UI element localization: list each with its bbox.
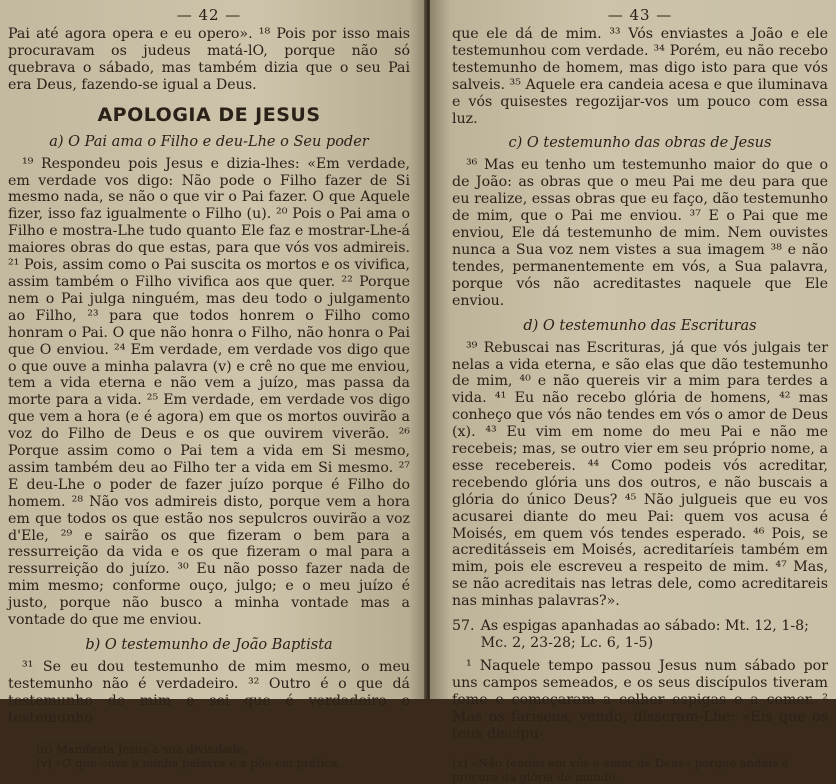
subheading-d: d) O testemunho das Escrituras [523, 317, 757, 334]
intro-paragraph: Pai até agora opera e eu opero». ¹⁸ Pois por isso mais procuravam os judeus matá-lO, porque não só quebrava o sábado, mas também dizia que o seu Pai era Deus, fazendo-se igual a Deus. [8, 26, 410, 93]
footnote-x: (x) «Não tendes em vós o amor de Deus» porque andais à procura da glória do mundo. [452, 756, 789, 784]
paragraph-b: ³¹ Se eu dou testemunho de mim mesmo, o meu testemunho não é verdadeiro. ³² Outro é o que dá testemunho de mim e sei que é verdadeiro o testemunho [8, 659, 410, 726]
section-title: APOLOGIA DE JESUS [97, 103, 321, 126]
subheading-c: c) O testemunho das obras de Jesus [508, 135, 772, 152]
subheading-b: b) O testemunho de João Baptista [85, 637, 333, 653]
paragraph-top: que ele dá de mim. ³³ Vós enviastes a João e ele testemunhou com verdade. ³⁴ Porém, eu não recebo testemunho de homem, mas digo isto para que vós salveis. ³⁵ Aquele era candeia acesa e que iluminava e vós quisestes regozijar-vos um pouco com essa luz. [452, 26, 828, 127]
footnote-v: (v) «O que ouve a minha palavra e a põe em prática. [36, 755, 342, 770]
right-page [430, 0, 836, 784]
page-number: — 43 — [607, 6, 673, 24]
paragraph-57: ¹ Naquele tempo passou Jesus num sábado por uns campos semeados, e os seus discípulos tiveram fome e começaram a colher espigas e a comer. ² Mas os fariseus, vendo, disseram-Lhe: «Eis que os teus discípu- [452, 657, 828, 742]
paragraph-c: ³⁶ Mas eu tenho um testemunho maior do que o de João: as obras que o meu Pai me deu para que eu realize, essas obras que eu faço, dão testemunho de mim, que o Pai me enviou. ³⁷ E o Pai que me enviou, Ele dá testemunho de mim. Nem ouvistes nunca a Sua voz nem vistes a sua imagem ³⁸ e não tendes, permanentemente em vós, a Sua palavra, porque vós não acreditastes naquele que Ele enviou. [452, 157, 828, 309]
footnote-u: (u) Manifesta Jesus a sua divindade. [36, 741, 248, 756]
footnote-rule [36, 737, 156, 738]
section-57-title: As espigas apanhadas ao sábado: Mt. 12, 1-8; Mc. 2, 23-28; Lc. 6, 1-5) [480, 618, 809, 651]
section-57-number: 57. [452, 618, 475, 635]
paragraph-a: ¹⁹ Respondeu pois Jesus e dizia-lhes: «Em verdade, em verdade vos digo: Não pode o Filho fazer de Si mesmo nada, se não o que vir o Pai fazer. O que Aquele fizer, isso faz igualmente o Filho (u). ²⁰ Pois o Pai ama o Filho e mostra-Lhe tudo quanto Ele faz e mostrar-Lhe-á maiores obras do que estas, para que vós vos admireis. ²¹ Pois, assim como o Pai suscita os mortos e os vivifica, assim também o Filho vivifica aos que quer. ²² Porque nem o Pai julga ninguém, mas deu todo o julgamento ao Filho, ²³ para que todos honrem o Filho como honram o Pai. O que não honra o Filho, não honra o Pai que O enviou. ²⁴ Em verdade, em verdade vos digo que o que ouve a minha palavra (v) e crê no que me enviou, tem a vida eterna e não vem a juízo, mas passa da morte para a vida. ²⁵ Em verdade, em verdade vos digo que vem a hora (e é agora) em que os mortos ouvirão a voz do Filho de Deus e os que ouvirem viverão. ²⁶ Porque assim como o Pai tem a vida em Si mesmo, assim também deu ao Filho ter a vida em Si mesmo. ²⁷ E deu-Lhe o poder de fazer juízo porque é Filho do homem. ²⁸ Não vos admireis disto, porque vem a hora em que todos os que estão nos sepulcros ouvirão a voz d'Ele, ²⁹ e sairão os que fizeram o bem para a ressurreição da vida e os que fizeram o mal para a ressurreição do juízo. ³⁰ Eu não posso fazer nada de mim mesmo; conforme ouço, julgo; e o meu juízo é justo, porque não busco a minha vontade mas a vontade do que me enviou. [8, 155, 410, 629]
subheading-a: a) O Pai ama o Filho e deu-Lhe o Seu poder [49, 133, 369, 150]
page-number: — 42 — [176, 6, 242, 24]
paragraph-d: ³⁹ Rebuscai nas Escrituras, já que vós julgais ter nelas a vida eterna, e são elas que dão testemunho de mim, ⁴⁰ e não quereis vir a mim para terdes a vida. ⁴¹ Eu não recebo glória de homens, ⁴² mas conheço que vós não tendes em vós o amor de Deus (x). ⁴³ Eu vim em nome do meu Pai e não me recebeis; mas, se outro vier em seu próprio nome, a esse recebereis. ⁴⁴ Como podeis vós acreditar, recebendo glória uns dos outros, e não buscais a glória do único Deus? ⁴⁵ Não julgueis que eu vos acusarei diante do meu Pai: quem vos acusa é Moisés, em quem vós tendes esperado. ⁴⁶ Pois, se acreditásseis em Moisés, acreditaríeis também em mim, pois ele escreveu a respeito de mim. ⁴⁷ Mas, se não acreditais nas letras dele, como acreditareis nas minhas palavras?». [452, 339, 828, 610]
section-57-heading [452, 618, 828, 652]
